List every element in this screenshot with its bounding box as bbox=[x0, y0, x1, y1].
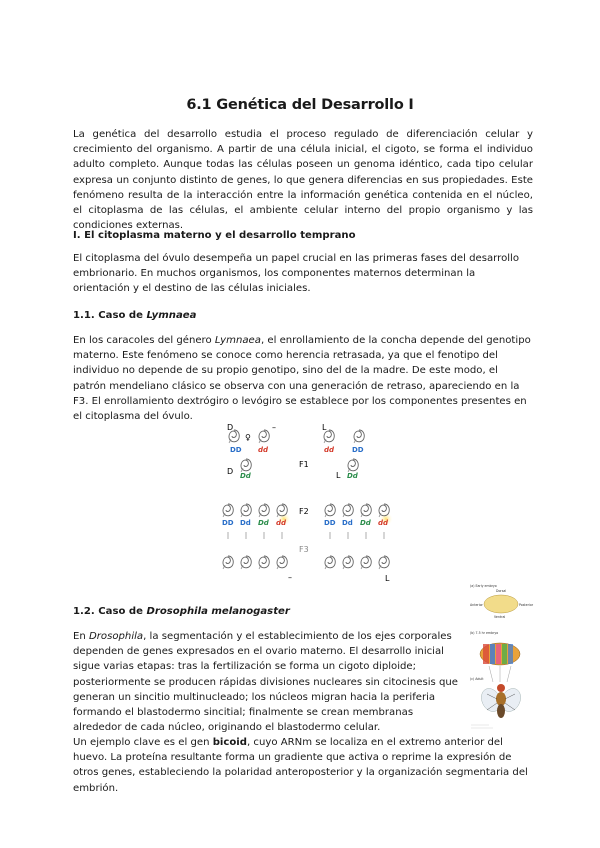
section11-heading bbox=[73, 310, 196, 321]
shell-icon bbox=[277, 556, 287, 569]
section12-p1-prefix: En bbox=[73, 631, 89, 642]
section12-heading bbox=[73, 606, 290, 617]
genotype-label: dd bbox=[276, 519, 287, 527]
label-ventral: Ventral bbox=[494, 615, 506, 619]
page-title: 6.1 Genética del Desarrollo I bbox=[186, 97, 414, 113]
section12-heading-species: Drosophila melanogaster bbox=[146, 606, 290, 617]
section1-heading: I. El citoplasma materno y el desarrollo temprano bbox=[73, 230, 356, 241]
section12-p2-prefix: Un ejemplo clave es el gen bbox=[73, 737, 213, 748]
genotype-label: Dd bbox=[240, 519, 251, 527]
f1-left-mark: D bbox=[227, 467, 234, 476]
section11-paragraph bbox=[73, 333, 533, 424]
genotype-label: Dd bbox=[347, 472, 358, 480]
shell-icon bbox=[379, 556, 389, 569]
shell-icon bbox=[223, 504, 233, 517]
genotype-label: DD bbox=[222, 519, 234, 527]
section11-heading-genus: Lymnaea bbox=[146, 310, 197, 321]
shell-icon bbox=[325, 556, 335, 569]
shell-icon bbox=[223, 556, 233, 569]
genotype-label: dd bbox=[378, 519, 389, 527]
shell-icon bbox=[241, 459, 251, 472]
section11-heading-prefix: 1.1. Caso de bbox=[73, 310, 147, 321]
drosophila-figure bbox=[469, 582, 534, 732]
generation-label-f1: F1 bbox=[299, 460, 309, 469]
shell-icon bbox=[229, 430, 239, 443]
mapping-arrows bbox=[489, 666, 511, 682]
section11-text-genus: Lymnaea bbox=[214, 335, 261, 346]
genotype-label: dd bbox=[258, 446, 269, 454]
section1-paragraph: El citoplasma del óvulo desempeña un papel crucial en las primeras fases del desarrollo embrionario. En muchos organismos, los componentes maternos determinan la orientación y el destino de las células iniciales. bbox=[73, 253, 520, 295]
shell-icon bbox=[324, 430, 334, 443]
shell-icon bbox=[361, 556, 371, 569]
section11-text-rest: , el enrollamiento de la concha depende del genotipo materno. Este fenómeno se conoce como herencia retrasada, ya que el fenotipo del individuo no depende de su propio genotipo, sino del de la madre. De este modo, el patrón mendeliano clásico se observa con una generación de retraso, apareciendo en la F3. El enrollamiento dextrógiro o levógiro se establece por los componentes presentes en el citoplasma del óvulo. bbox=[73, 335, 531, 423]
shell-icon bbox=[259, 504, 269, 517]
f1-right-mark: L bbox=[336, 471, 341, 480]
section12-paragraph-1 bbox=[73, 629, 458, 735]
female-symbol: ♀ bbox=[245, 433, 251, 442]
label-anterior: Anterior bbox=[470, 603, 483, 607]
left-parent-mark: D bbox=[227, 423, 234, 432]
shell-icon bbox=[348, 459, 358, 472]
panel-b-label: (b) 7.5 hr embryo bbox=[470, 631, 499, 635]
shell-icon bbox=[259, 556, 269, 569]
intro-paragraph: La genética del desarrollo estudia el proceso regulado de diferenciación celular y crecimiento del organismo. A partir de una célula inicial, el cigoto, se forma el individuo adulto completo. Aunque todas las células poseen un genoma idéntico, cada tipo celular expresa un conjunto distinto de genes, lo que genera diferencias en sus propiedades. Este fenómeno resulta de la interacción entre la información genética contenida en el núcleo, el citoplasma de las células, el ambiente celular interno del propio organismo y las condiciones externas. bbox=[73, 129, 533, 232]
section12-p2-rest: , cuyo ARNm se localiza en el extremo anterior del huevo. La proteína resultante forma un gradiente que activa o reprime la expresión de otros genes, estableciendo la polaridad anteroposterior y la organización segmentaria del embrión. bbox=[73, 737, 528, 794]
bicoid-term: bicoid bbox=[212, 737, 247, 748]
legend-lines bbox=[471, 725, 493, 728]
f3-right-mark: L bbox=[385, 574, 390, 583]
genotype-label: Dd bbox=[258, 519, 269, 527]
section12-p1-genus: Drosophila bbox=[88, 631, 144, 642]
section12-paragraph-2 bbox=[73, 735, 533, 796]
shell-icon bbox=[343, 504, 353, 517]
adult-fly bbox=[478, 684, 524, 718]
section12-p1-rest: , la segmentación y el establecimiento de los ejes corporales dependen de genes expresados en el ovario materno. El desarrollo inicial sigue varias etapas: tras la fertilización se forma un cigoto diploide; posteriormente se producen rápidas divisiones nucleares sin citocinesis que generan un sincitio multinucleado; los núcleos migran hacia la periferia formando el blastodermo sincitial; finalmente se crean membranas alrededor de cada núcleo, originando el blastodermo celular. bbox=[73, 631, 459, 734]
genotype-label: Dd bbox=[360, 519, 371, 527]
lymnaea-cross-figure bbox=[218, 418, 394, 584]
section11-text-prefix: En los caracoles del género bbox=[73, 335, 215, 346]
genotype-label: DD bbox=[324, 519, 336, 527]
shell-icon bbox=[259, 430, 269, 443]
generation-label-f3: F3 bbox=[299, 545, 309, 554]
shell-icon bbox=[354, 430, 364, 443]
early-embryo bbox=[484, 595, 518, 613]
genotype-label: Dd bbox=[342, 519, 353, 527]
f3-arrows bbox=[228, 532, 384, 539]
shell-icon bbox=[343, 556, 353, 569]
shell-icon bbox=[241, 556, 251, 569]
genotype-label: Dd bbox=[240, 472, 251, 480]
section12-heading-prefix: 1.2. Caso de bbox=[73, 606, 147, 617]
shell-icon bbox=[325, 504, 335, 517]
genotype-label: DD bbox=[352, 446, 364, 454]
panel-a-label: (a) Early embryo bbox=[470, 584, 497, 588]
shell-icon bbox=[241, 504, 251, 517]
right-parent-mark: L bbox=[322, 423, 327, 432]
left-top-mark: – bbox=[272, 423, 276, 432]
genotype-label: DD bbox=[230, 446, 242, 454]
label-dorsal: Dorsal bbox=[496, 589, 507, 593]
f3-left-mark: – bbox=[288, 573, 292, 582]
genotype-label: dd bbox=[324, 446, 335, 454]
label-posterior: Posterior bbox=[519, 603, 534, 607]
shell-icon bbox=[361, 504, 371, 517]
generation-label-f2: F2 bbox=[299, 507, 309, 516]
segmented-embryo bbox=[480, 643, 520, 665]
panel-c-label: (c) Adult bbox=[470, 677, 484, 681]
